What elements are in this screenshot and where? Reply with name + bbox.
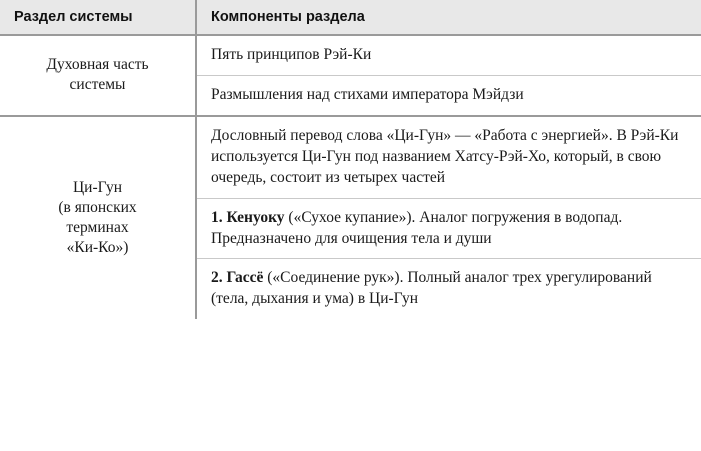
column-header-components: Компоненты раздела: [196, 0, 701, 35]
table-row: [0, 116, 701, 198]
component-text: Размышления над стихами императора Мэйдзи: [211, 85, 524, 103]
component-text: Пять принципов Рэй-Ки: [211, 46, 372, 63]
section-label-qigong: [0, 116, 196, 319]
section-label-line: системы: [69, 76, 126, 94]
component-cell: [196, 35, 701, 75]
component-cell: [196, 75, 701, 115]
component-text: («Сухое купание»). Аналог погружения в водопад. Предназначено для очищения тела и души: [211, 208, 623, 247]
section-label-line: Ци-Гун: [72, 178, 123, 196]
section-label-line: Духовная часть: [46, 56, 149, 74]
table-header-row: [0, 0, 701, 35]
section-label-line: «Ки-Ко»): [66, 239, 129, 257]
component-cell: [196, 259, 701, 319]
column-header-section: Раздел системы: [0, 0, 196, 35]
component-cell: [196, 116, 701, 198]
component-text: Дословный перевод слова «Ци-Гун» — «Работа с энергией». В Рэй-Ки используется Ци-Гун под названием Хатсу-Рэй-Хо, который, в свою очередь, состоит из четырех частей: [211, 126, 679, 186]
table-body: [0, 35, 701, 319]
table-header: [0, 0, 701, 35]
section-label-spiritual: [0, 35, 196, 116]
section-label-line: (в японских: [58, 198, 137, 216]
component-lead: 1. Кенуоку: [211, 208, 285, 226]
section-label-line: терминах: [66, 219, 129, 237]
component-lead: 2. Гассё: [211, 269, 264, 287]
component-text: («Соединение рук»). Полный аналог трех урегулирований (тела, дыхания и ума) в Ци-Гун: [211, 269, 652, 308]
component-cell: [196, 198, 701, 259]
table-row: [0, 35, 701, 75]
